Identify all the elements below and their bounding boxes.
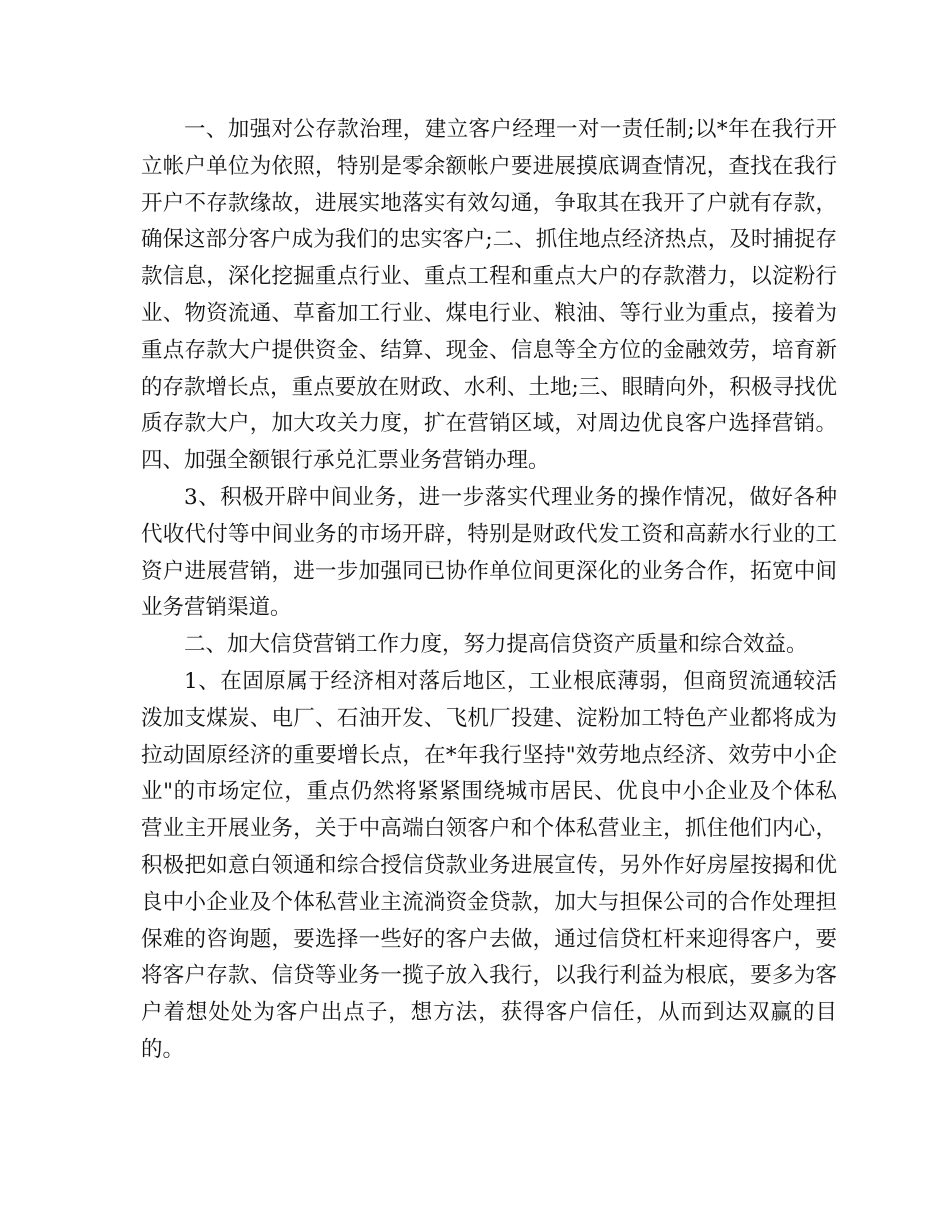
paragraph-deposit-management: 一、加强对公存款治理，建立客户经理一对一责任制;以*年在我行开立帐户单位为依照，特别是零余额帐户要进展摸底调查情况，查找在我行开户不存款缘故，进展实地落实有效勾通，争取其在我开了户就有存款，确保这部分客户成为我们的忠实客户;二、抓住地点经济热点，及时捕捉存款信息，深化挖掘重点行业、重点工程和重点大户的存款潜力，以淀粉行业、物资流通、草畜加工行业、煤电行业、粮油、等行业为重点，接着为重点存款大户提供资金、结算、现金、信息等全方位的金融效劳，培育新的存款增长点，重点要放在财政、水利、土地;三、眼睛向外，积极寻找优质存款大户，加大攻关力度，扩在营销区域，对周边优良客户选择营销。四、加强全额银行承兑汇票业务营销办理。 [141,117,837,474]
paragraph-credit-marketing-heading: 二、加大信贷营销工作力度，努力提高信贷资产质量和综合效益。 [184,632,808,658]
document-page [141,112,837,1069]
paragraph-guyuan-strategy: 1、在固原属于经济相对落后地区，工业根底薄弱，但商贸流通较活泼加支煤炭、电厂、石油开发、飞机厂投建、淀粉加工特色产业都将成为拉动固原经济的重要增长点，在*年我行坚持"效劳地点经济、效劳中小企业"的市场定位，重点仍然将紧紧围绕城市居民、优良中小企业及个体私营业主开展业务，关于中高端白领客户和个体私营业主，抓住他们内心，积极把如意白领通和综合授信贷款业务进展宣传，另外作好房屋按揭和优良中小企业及个体私营业主流淌资金贷款，加大与担保公司的合作处理担保难的咨询题，要选择一些好的客户去做，通过信贷杠杆来迎得客户，要将客户存款、信贷等业务一揽子放入我行，以我行利益为根底，要多为客户着想处处为客户出点子，想方法，获得客户信任，从而到达双赢的目的。 [141,668,837,1062]
paragraph-intermediate-business: 3、积极开辟中间业务，进一步落实代理业务的操作情况，做好各种代收代付等中间业务的市场开辟，特别是财政代发工资和高薪水行业的工资户进展营销，进一步加强同已协作单位间更深化的业务合作，拓宽中间业务营销渠道。 [141,484,837,621]
